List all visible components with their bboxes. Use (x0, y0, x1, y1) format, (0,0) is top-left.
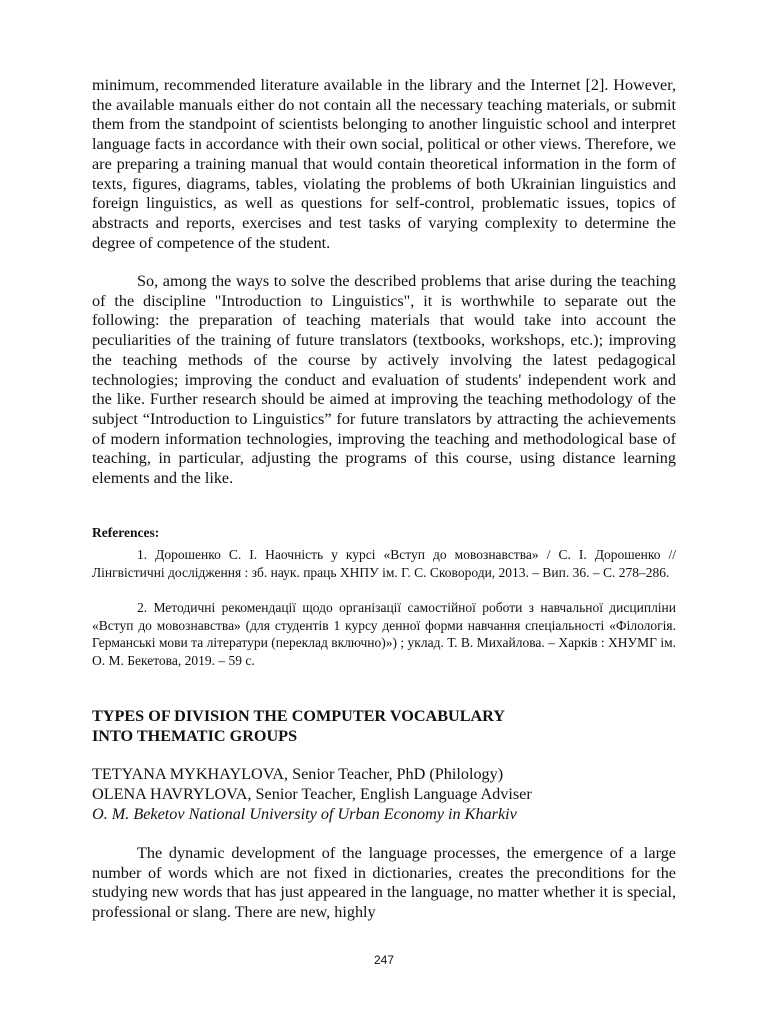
page-number: 247 (373, 953, 395, 967)
article-title-line-2: INTO THEMATIC GROUPS (92, 727, 298, 745)
body-paragraph-1: minimum, recommended literature available in the library and the Internet [2]. However, the available manuals either do not contain all the necessary teaching materials, or submit them from the standpoint of scientists belonging to another linguistic school and interpret language facts in accordance with their own social, political or other views. Therefore, we are preparing a training manual that would contain theoretical information in the form of texts, figures, diagrams, tables, violating the problems of both Ukrainian linguistics and foreign linguistics, as well as questions for self-control, problematic issues, topics of abstracts and reports, exercises and test tasks of varying complexity to determine the degree of competence of the student. (92, 76, 676, 252)
author-block (92, 764, 676, 824)
references-heading: References: (92, 525, 160, 540)
author-2: OLENA HAVRYLOVA, Senior Teacher, English Language Adviser (92, 785, 532, 803)
article-title-line-1: TYPES OF DIVISION THE COMPUTER VOCABULARY (92, 707, 505, 725)
reference-item-2: 2. Методичні рекомендації щодо організації самостійної роботи з навчальної дисципліни «Вступ до мовознавства» (для студентів 1 курсу денної форми навчання спеціальності «Філологія. Германські мови та літератури (переклад включно)») ; уклад. Т. В. Михайлова. – Харків : ХНУМГ ім. О. М. Бекетова, 2019. – 59 с. (92, 600, 676, 668)
author-affiliation: O. M. Beketov National University of Urban Economy in Kharkiv (92, 805, 517, 823)
author-1: TETYANA MYKHAYLOVA, Senior Teacher, PhD (Philology) (92, 765, 504, 783)
body-paragraph-3: The dynamic development of the language processes, the emergence of a large number of words which are not fixed in dictionaries, creates the preconditions for the studying new words that has just appeared in the language, no matter whether it is special, professional or slang. There are new, highly (92, 844, 676, 922)
reference-item-1: 1. Дорошенко С. І. Наочність у курсі «Вступ до мовознавства» / С. І. Дорошенко // Лінгвістичні дослідження : зб. наук. праць ХНПУ ім. Г. С. Сковороди, 2013. – Вип. 36. – С. 278–286. (92, 547, 676, 580)
article-title (92, 706, 676, 746)
body-paragraph-2: So, among the ways to solve the described problems that arise during the teaching of the discipline "Introduction to Linguistics", it is worthwhile to separate out the following: the preparation of teaching materials that would take into account the peculiarities of the training of future translators (textbooks, workshops, etc.); improving the teaching methods of the course by actively involving the latest pedagogical technologies; improving the conduct and evaluation of students' independent work and the like. Further research should be aimed at improving the teaching methodology of the subject “Introduction to Linguistics” for future translators by attracting the achievements of modern information technologies, improving the teaching and methodological base of teaching, in particular, adjusting the programs of this course, using distance learning elements and the like. (92, 272, 676, 488)
